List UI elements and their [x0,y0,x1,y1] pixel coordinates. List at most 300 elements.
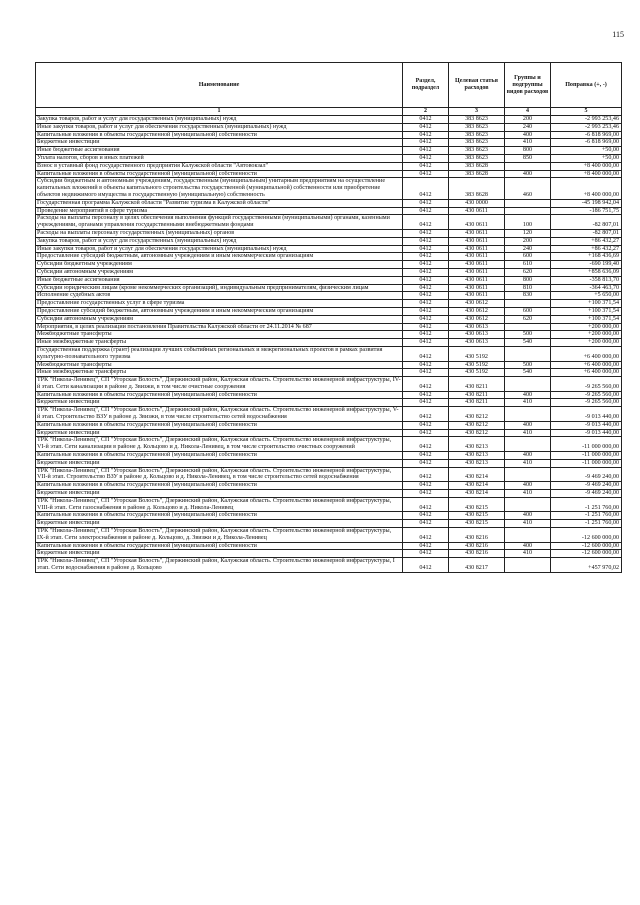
row-group [505,346,551,361]
row-group [505,162,551,170]
row-name: Капитальные вложения в объекты государственной (муниципальной) собственности [36,391,403,399]
row-section: 0412 [403,123,449,131]
row-name: Капитальные вложения в объекты государственной (муниципальной) собственности [36,421,403,429]
row-section: 0412 [403,558,449,573]
row-amendment: -6 818 969,00 [551,131,622,139]
row-amendment: +50,00 [551,147,622,155]
row-group: 800 [505,276,551,284]
row-group [505,497,551,512]
row-name: Предоставление государственных услуг в сфере туризма [36,300,403,308]
table-header-row [36,63,622,108]
row-group: 240 [505,245,551,253]
row-amendment: -12 600 000,00 [551,542,622,550]
row-article: 383 8623 [449,131,505,139]
row-name: Мероприятия, в целях реализации постановления Правительства Калужской области от 24.11.2014 № 687 [36,323,403,331]
row-article: 430 0611 [449,292,505,300]
row-amendment: -364 463,70 [551,284,622,292]
table-row [36,199,622,207]
row-article: 430 0611 [449,207,505,215]
row-group: 410 [505,399,551,407]
table-row [36,339,622,347]
row-section: 0412 [403,139,449,147]
table-row [36,178,622,199]
row-article: 430 0611 [449,215,505,230]
row-name: Капитальные вложения в объекты государственной (муниципальной) собственности [36,131,403,139]
row-group: 800 [505,147,551,155]
row-section: 0412 [403,497,449,512]
row-amendment: +100 371,54 [551,300,622,308]
table-row [36,558,622,573]
column-number: 3 [449,108,505,116]
row-name: Бюджетные инвестиции [36,490,403,498]
row-amendment: -9 013 440,00 [551,429,622,437]
row-article: 383 8628 [449,178,505,199]
table-row [36,323,622,331]
table-row [36,399,622,407]
row-article: 430 0611 [449,261,505,269]
row-amendment: +86 432,27 [551,245,622,253]
row-amendment: -690 199,40 [551,261,622,269]
row-section: 0412 [403,467,449,482]
row-section: 0412 [403,315,449,323]
table-row [36,123,622,131]
row-group: 400 [505,542,551,550]
row-name: Закупка товаров, работ и услуг для государственных (муниципальных) нужд [36,116,403,124]
row-article: 383 8623 [449,116,505,124]
row-amendment: -11 000 000,00 [551,459,622,467]
column-number: 5 [551,108,622,116]
row-group [505,323,551,331]
table-row [36,284,622,292]
row-amendment: +6 400 000,00 [551,369,622,377]
row-article: 430 8216 [449,542,505,550]
row-amendment: +86 432,27 [551,237,622,245]
row-section: 0412 [403,253,449,261]
row-group: 620 [505,268,551,276]
row-name: ТРК "Никола-Ленивец", СП "Угорская Волость", Дзержинский район, Калужская область. Строительство инженерной инфраструктуры, V-й этап. Строительство ВЗУ в районе д. Звизжи, в том числе строительство сетей водоснабжения [36,407,403,422]
row-section: 0412 [403,154,449,162]
row-article: 430 0000 [449,199,505,207]
row-group: 410 [505,459,551,467]
row-name: Расходы на выплаты персоналу государственных (муниципальных) органов [36,229,403,237]
row-article: 430 0613 [449,323,505,331]
table-row [36,315,622,323]
row-name: ТРК "Никола-Ленивец", СП "Угорская Волость", Дзержинский район, Калужская область. Строительство инженерной инфраструктуры, VII-й этап. Строительство ВЗУ в районе д. Кольцово и д. Никола-Ленивец, в том числе строительство сетей водоснабжения [36,467,403,482]
row-section: 0412 [403,377,449,392]
row-article: 430 5192 [449,361,505,369]
row-article: 430 8211 [449,391,505,399]
row-group: 500 [505,331,551,339]
row-section: 0412 [403,284,449,292]
table-row [36,300,622,308]
row-name: Предоставление субсидий бюджетным, автономным учреждениям и иным некоммерческим организациям [36,253,403,261]
table-row [36,253,622,261]
row-section: 0412 [403,550,449,558]
column-number: 4 [505,108,551,116]
row-section: 0412 [403,528,449,543]
row-name: ТРК "Никола-Ленивец", СП "Угорская Волость", Дзержинский район, Калужская область. Строительство инженерной инфраструктуры, VI-й этап. Сети канализации в районе д. Кольцово и д. Никола-Ленивец, в том числе строительство очистных сооружений [36,437,403,452]
row-section: 0412 [403,300,449,308]
row-amendment: -1 251 760,00 [551,520,622,528]
row-group: 410 [505,429,551,437]
table-row [36,421,622,429]
row-section: 0412 [403,276,449,284]
row-group: 100 [505,215,551,230]
row-amendment: +168 436,69 [551,253,622,261]
row-amendment: -9 013 440,00 [551,407,622,422]
table-row [36,467,622,482]
row-section: 0412 [403,215,449,230]
row-section: 0412 [403,399,449,407]
row-name: Уплата налогов, сборов и иных платежей [36,154,403,162]
row-amendment: -9 265 560,00 [551,391,622,399]
table-body [36,116,622,573]
table-row [36,147,622,155]
row-group: 400 [505,131,551,139]
row-amendment: +858 636,09 [551,268,622,276]
row-amendment: -2 993 253,46 [551,123,622,131]
row-amendment: -186 751,75 [551,207,622,215]
row-amendment: +8 400 000,00 [551,178,622,199]
row-name: ТРК "Никола-Ленивец", СП "Угорская Волость", Дзержинский район, Калужская область. Строительство инженерной инфраструктуры, IV-й этап. Сети канализации в районе д. Звизжи, в том числе очистные сооружения [37,377,401,390]
row-section: 0412 [403,421,449,429]
row-section: 0412 [403,407,449,422]
table-row [36,369,622,377]
row-article: 430 8216 [449,550,505,558]
table-row [36,482,622,490]
row-section: 0412 [403,162,449,170]
row-name: Межбюджетные трансферты [36,361,403,369]
table-row [36,261,622,269]
row-group [505,558,551,573]
row-section: 0412 [403,207,449,215]
row-section: 0412 [403,482,449,490]
row-amendment: -9 469 240,00 [551,467,622,482]
table-row [36,268,622,276]
row-amendment: -12 600 000,00 [551,528,622,543]
row-article: 430 8214 [449,482,505,490]
row-amendment: -45 198 942,04 [551,199,622,207]
row-article: 383 8623 [449,139,505,147]
table-row [36,542,622,550]
row-name: ТРК "Никола-Ленивец", СП "Угорская Волость", Дзержинский район, Калужская область. Строительство инженерной инфраструктуры, VIII-й этап. Сети газоснабжения в районе д. Кольцово и д. Никола-Ленивец [36,497,403,512]
table-row [36,292,622,300]
row-amendment: +6 400 000,00 [551,346,622,361]
row-amendment: +6 400 000,00 [551,361,622,369]
row-amendment: -11 000 000,00 [551,452,622,460]
row-name: Субсидии бюджетным и автономным учреждениям, государственным (муниципальным) унитарным предприятиям на осуществление капитальных вложений в объекты капитального строительства государственной (муниципальной) собственности или приобретение объектов недвижимого имущества в государственную (муниципальную) собственность [36,178,403,199]
table-row [36,520,622,528]
row-section: 0412 [403,331,449,339]
column-number: 2 [403,108,449,116]
row-amendment: +200 000,00 [551,323,622,331]
row-group: 600 [505,307,551,315]
row-name: Капитальные вложения в объекты государственной (муниципальной) собственности [36,512,403,520]
row-section: 0412 [403,452,449,460]
row-section: 0412 [403,268,449,276]
row-article: 430 0611 [449,276,505,284]
table-row [36,452,622,460]
row-name: Субсидии автономным учреждениям [36,315,403,323]
row-group: 400 [505,512,551,520]
row-name: Иные межбюджетные трансферты [36,369,403,377]
row-name: Проведение мероприятий в сфере туризма [36,207,403,215]
row-amendment: +8 400 000,00 [551,162,622,170]
row-name: Бюджетные инвестиции [36,139,403,147]
row-article: 383 8628 [449,170,505,178]
table-row [36,429,622,437]
row-section: 0412 [403,361,449,369]
row-name: Иные бюджетные ассигнования [36,276,403,284]
row-article: 430 8211 [449,377,505,392]
row-article: 430 0611 [449,268,505,276]
header-section: Раздел, подраздел [403,63,449,108]
header-article: Целевая статья расходов [449,63,505,108]
row-amendment: +8 400 000,00 [551,170,622,178]
table-row [36,407,622,422]
row-group: 200 [505,237,551,245]
row-section: 0412 [403,178,449,199]
row-group: 850 [505,154,551,162]
page-number: 115 [612,30,624,39]
row-amendment: -358 813,70 [551,276,622,284]
budget-amendments-table [35,62,622,573]
row-name: Иные закупки товаров, работ и услуг для обеспечения государственных (муниципальных) нужд [36,245,403,253]
table-row [36,550,622,558]
row-name: Капитальные вложения в объекты государственной (муниципальной) собственности [36,452,403,460]
row-section: 0412 [403,459,449,467]
row-article: 383 8623 [449,154,505,162]
row-section: 0412 [403,292,449,300]
table-row [36,245,622,253]
row-group: 410 [505,490,551,498]
row-section: 0412 [403,512,449,520]
row-article: 430 8212 [449,421,505,429]
row-group: 400 [505,482,551,490]
row-group: 410 [505,550,551,558]
row-section: 0412 [403,245,449,253]
row-group [505,207,551,215]
row-article: 430 0611 [449,237,505,245]
row-section: 0412 [403,237,449,245]
row-section: 0412 [403,391,449,399]
row-amendment: -82 807,01 [551,215,622,230]
row-amendment: -9 013 440,00 [551,421,622,429]
row-article: 430 8216 [449,528,505,543]
row-group: 410 [505,139,551,147]
row-group: 120 [505,229,551,237]
row-article: 430 5192 [449,346,505,361]
row-amendment: +5 650,00 [551,292,622,300]
row-section: 0412 [403,437,449,452]
row-group: 620 [505,315,551,323]
column-number-row [36,108,622,116]
table-row [36,497,622,512]
header-group: Группы и подгруппы видов расходов [505,63,551,108]
row-group: 610 [505,261,551,269]
table-row [36,170,622,178]
row-name: Капитальные вложения в объекты государственной (муниципальной) собственности [36,482,403,490]
row-section: 0412 [403,369,449,377]
row-amendment: -1 251 760,00 [551,512,622,520]
row-group [505,300,551,308]
table-row [36,346,622,361]
row-amendment: -82 807,01 [551,229,622,237]
row-group: 400 [505,391,551,399]
row-name: ТРК "Никола-Ленивец", СП "Угорская Волость", Дзержинский район, Калужская область. Строительство инженерной инфраструктуры, IX-й этап. Сети электроснабжения в районе д. Кольцово, д. Звизжи и д. Никола-Ленивец [36,528,403,543]
row-name: Иные закупки товаров, работ и услуг для обеспечения государственных (муниципальных) нужд [36,123,403,131]
row-amendment: -9 469 240,00 [551,482,622,490]
row-amendment: -9 265 560,00 [551,399,622,407]
row-article: 430 8215 [449,512,505,520]
row-amendment: +100 371,54 [551,307,622,315]
row-group: 240 [505,123,551,131]
row-amendment: -12 600 000,00 [551,550,622,558]
row-group: 460 [505,178,551,199]
row-article: 430 8211 [449,399,505,407]
row-amendment: +457 970,02 [551,558,622,573]
table-row [36,131,622,139]
table-row [36,437,622,452]
row-name: Исполнение судебных актов [36,292,403,300]
row-article: 430 0613 [449,331,505,339]
row-name: ТРК "Никола-Ленивец", СП "Угорская Волость", Дзержинский район, Калужская область. Строительство инженерной инфраструктуры, I этап. Сети водоснабжения в районе д. Кольцово [36,558,403,573]
row-section: 0412 [403,323,449,331]
row-section: 0412 [403,339,449,347]
row-article: 430 8212 [449,407,505,422]
row-group [505,467,551,482]
row-group: 400 [505,170,551,178]
row-article: 430 8213 [449,452,505,460]
row-section: 0412 [403,520,449,528]
header-name: Наименование [36,63,403,108]
row-name: Бюджетные инвестиции [36,550,403,558]
row-section: 0412 [403,429,449,437]
row-group [505,377,551,392]
row-name: Субсидии юридическим лицам (кроме некоммерческих организаций), индивидуальным предпринимателям, физическим лицам [36,284,403,292]
row-section: 0412 [403,199,449,207]
row-article: 430 8214 [449,490,505,498]
row-name: Бюджетные инвестиции [36,429,403,437]
row-group: 200 [505,116,551,124]
table-row [36,215,622,230]
table-row [36,361,622,369]
row-amendment: -11 000 000,00 [551,437,622,452]
row-name: Закупка товаров, работ и услуг для государственных (муниципальных) нужд [36,237,403,245]
column-number: 1 [36,108,403,116]
row-article: 430 8213 [449,437,505,452]
table-row [36,154,622,162]
row-section: 0412 [403,261,449,269]
row-group: 410 [505,520,551,528]
row-amendment: -6 818 969,00 [551,139,622,147]
row-name: Капитальные вложения в объекты государственной (муниципальной) собственности [36,542,403,550]
table-row [36,331,622,339]
table-row [36,377,622,392]
row-article: 430 8212 [449,429,505,437]
row-name: Иные бюджетные ассигнования [36,147,403,155]
table-row [36,528,622,543]
row-name: Бюджетные инвестиции [36,520,403,528]
row-name: Субсидии бюджетным учреждениям [36,261,403,269]
row-article: 430 5192 [449,369,505,377]
table-row [36,116,622,124]
table-row [36,237,622,245]
row-amendment: -9 265 560,00 [551,377,622,392]
row-section: 0412 [403,346,449,361]
row-group: 540 [505,369,551,377]
row-article: 430 0611 [449,253,505,261]
table-row [36,459,622,467]
row-name: Государственная программа Калужской области "Развитие туризма в Калужской области" [36,199,403,207]
row-article: 430 0611 [449,229,505,237]
row-article: 430 0613 [449,339,505,347]
table-row [36,307,622,315]
row-name: Бюджетные инвестиции [36,459,403,467]
row-article: 430 8217 [449,558,505,573]
row-article: 383 8623 [449,147,505,155]
row-name: Субсидии автономным учреждениям [36,268,403,276]
row-article: 430 0612 [449,315,505,323]
row-group: 540 [505,339,551,347]
row-name: Взнос в уставный фонд государственного предприятия Калужской области "Автовокзал" [36,162,403,170]
row-amendment: +200 000,00 [551,331,622,339]
row-group: 400 [505,421,551,429]
header-amendment: Поправка (+, -) [551,63,622,108]
row-article: 430 0612 [449,300,505,308]
row-section: 0412 [403,131,449,139]
row-section: 0412 [403,542,449,550]
table-row [36,162,622,170]
table-row [36,512,622,520]
row-name: Бюджетные инвестиции [36,399,403,407]
row-article: 430 0611 [449,284,505,292]
row-amendment: +200 000,00 [551,339,622,347]
row-article: 383 8628 [449,162,505,170]
row-section: 0412 [403,170,449,178]
row-article: 430 0612 [449,307,505,315]
row-article: 383 8623 [449,123,505,131]
row-amendment: -9 469 240,00 [551,490,622,498]
row-article: 430 8215 [449,520,505,528]
table-row [36,391,622,399]
row-group [505,528,551,543]
row-name: Капитальные вложения в объекты государственной (муниципальной) собственности [36,170,403,178]
row-section: 0412 [403,116,449,124]
row-group: 810 [505,284,551,292]
row-name: Предоставление субсидий бюджетным, автономным учреждениям и иным некоммерческим организациям [36,307,403,315]
row-group: 830 [505,292,551,300]
row-group [505,199,551,207]
row-name: Межбюджетные трансферты [36,331,403,339]
row-name: Расходы на выплаты персоналу в целях обеспечения выполнения функций государственными (муниципальными) органами, казенными учреждениями, органами управления государственными внебюджетными фондами [36,215,403,230]
table-row [36,207,622,215]
table-row [36,139,622,147]
table-row [36,490,622,498]
table-row [36,229,622,237]
row-article: 430 8215 [449,497,505,512]
row-section: 0412 [403,307,449,315]
row-amendment: -1 251 760,00 [551,497,622,512]
row-section: 0412 [403,490,449,498]
row-amendment: +50,00 [551,154,622,162]
row-amendment: +100 371,54 [551,315,622,323]
row-group: 400 [505,452,551,460]
row-name: Иные межбюджетные трансферты [36,339,403,347]
row-name: Государственная поддержка (грант) реализации лучших событийных региональных и межрегиональных проектов в рамках развития культурно-познавательного туризма [36,346,403,361]
table-row [36,276,622,284]
row-group: 500 [505,361,551,369]
